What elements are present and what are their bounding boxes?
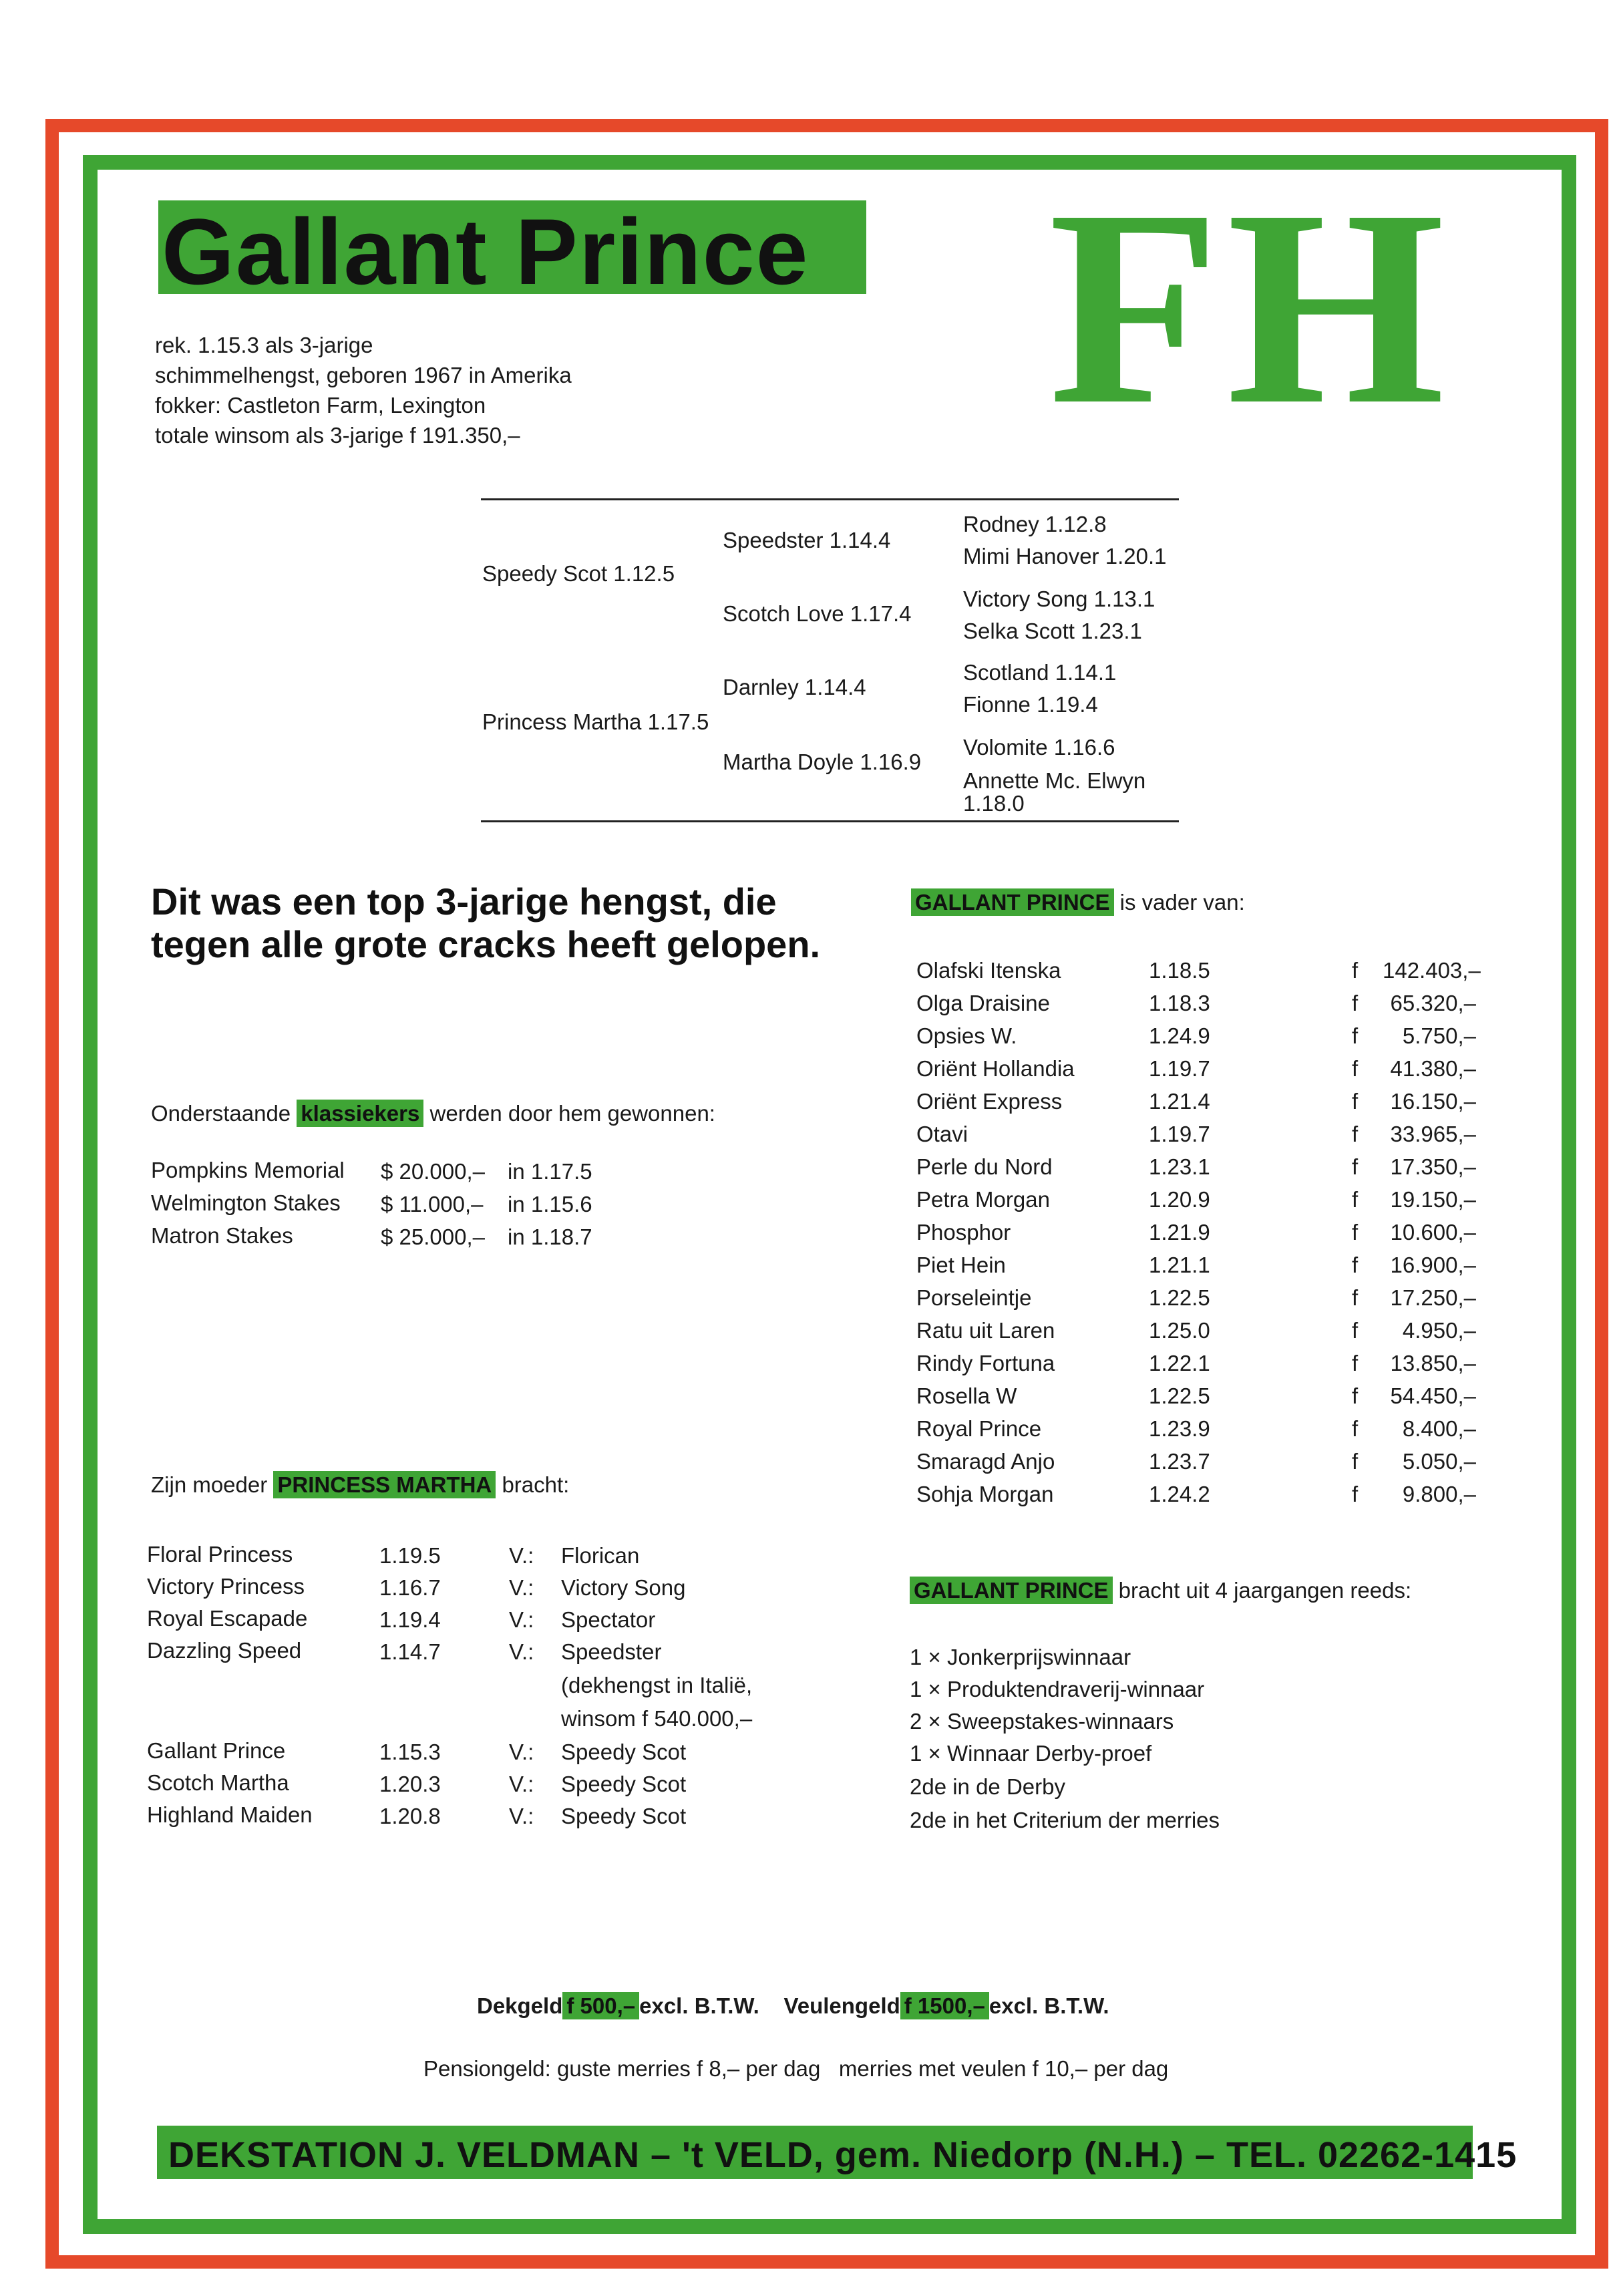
offspring-amount: 54.450,– xyxy=(1390,1383,1476,1408)
offspring-name: Phosphor xyxy=(916,1220,1011,1245)
pedigree-g3: Scotland 1.14.1 xyxy=(963,660,1117,685)
offspring-amount: 9.800,– xyxy=(1402,1482,1476,1506)
mother-foal-v: V.: xyxy=(509,1575,534,1600)
offspring-name: Sohja Morgan xyxy=(916,1482,1054,1506)
classics-time: in 1.18.7 xyxy=(508,1224,592,1249)
mother-intro: Zijn moeder PRINCESS MARTHA bracht: xyxy=(151,1472,570,1497)
headline: Dit was een top 3-jarige hengst, die xyxy=(151,880,777,923)
mother-foal-v: V.: xyxy=(509,1639,534,1664)
results-highlight: GALLANT PRINCE xyxy=(910,1577,1113,1604)
offspring-name: Otavi xyxy=(916,1122,968,1146)
offspring-currency: f xyxy=(1352,1318,1359,1343)
fees-line: Dekgeld f 500,– excl. B.T.W. Veulengeld f 1500,– excl. B.T.W. xyxy=(477,1993,1109,2018)
mother-foal-v: V.: xyxy=(509,1543,534,1568)
offspring-currency: f xyxy=(1352,958,1359,983)
offspring-currency: f xyxy=(1352,1220,1359,1245)
offspring-time: 1.21.1 xyxy=(1149,1253,1210,1277)
result-item: 2 × Sweepstakes-winnaars xyxy=(910,1709,1174,1734)
offspring-amount: 16.150,– xyxy=(1390,1089,1476,1114)
offspring-time: 1.24.9 xyxy=(1149,1023,1210,1048)
mother-foal-sire: Speedy Scot xyxy=(561,1804,687,1828)
offspring-time: 1.22.5 xyxy=(1149,1383,1210,1408)
offspring-name: Petra Morgan xyxy=(916,1187,1050,1212)
classics-race: Welmington Stakes xyxy=(151,1190,341,1215)
classics-time: in 1.17.5 xyxy=(508,1159,592,1184)
offspring-name: Smaragd Anjo xyxy=(916,1449,1055,1474)
offspring-time: 1.24.2 xyxy=(1149,1482,1210,1506)
offspring-amount: 17.250,– xyxy=(1390,1285,1476,1310)
mother-foal-time: 1.15.3 xyxy=(379,1740,441,1764)
offspring-name: Olga Draisine xyxy=(916,991,1050,1015)
offspring-amount: 10.600,– xyxy=(1390,1220,1476,1245)
intro-line: rek. 1.15.3 als 3-jarige xyxy=(155,333,373,357)
offspring-name: Olafski Itenska xyxy=(916,958,1061,983)
offspring-name: Piet Hein xyxy=(916,1253,1006,1277)
mother-foal-time: 1.14.7 xyxy=(379,1639,441,1664)
result-item: 2de in het Criterium der merries xyxy=(910,1808,1220,1832)
offspring-currency: f xyxy=(1352,1122,1359,1146)
classics-amount: $ 25.000,– xyxy=(381,1224,485,1249)
mother-foal-name: Royal Escapade xyxy=(147,1606,308,1631)
pedigree-top-rule xyxy=(481,498,1179,500)
offspring-amount: 5.050,– xyxy=(1402,1449,1476,1474)
mother-foal-sire: Spectator xyxy=(561,1607,656,1632)
result-item: 1 × Jonkerprijswinnaar xyxy=(910,1645,1131,1669)
offspring-time: 1.19.7 xyxy=(1149,1056,1210,1081)
offspring-amount: 41.380,– xyxy=(1390,1056,1476,1081)
offspring-time: 1.18.3 xyxy=(1149,991,1210,1015)
offspring-currency: f xyxy=(1352,1383,1359,1408)
offspring-name: Royal Prince xyxy=(916,1416,1042,1441)
pedigree-g3: Volomite 1.16.6 xyxy=(963,735,1115,760)
offspring-amount: 4.950,– xyxy=(1402,1318,1476,1343)
offspring-name: Porseleintje xyxy=(916,1285,1032,1310)
intro-line: schimmelhengst, geboren 1967 in Amerika xyxy=(155,363,572,387)
mother-foal-time: 1.20.3 xyxy=(379,1772,441,1796)
offspring-amount: 8.400,– xyxy=(1402,1416,1476,1441)
dek-amount: f 500,– xyxy=(562,1992,639,2019)
mother-foal-time: 1.16.7 xyxy=(379,1575,441,1600)
offspring-name: Perle du Nord xyxy=(916,1154,1053,1179)
mother-foal-sire: Speedster xyxy=(561,1639,662,1664)
mother-highlight: PRINCESS MARTHA xyxy=(273,1471,496,1498)
offspring-currency: f xyxy=(1352,1416,1359,1441)
offspring-currency: f xyxy=(1352,1482,1359,1506)
pedigree-sire: Speedy Scot 1.12.5 xyxy=(482,561,675,586)
offspring-time: 1.23.9 xyxy=(1149,1416,1210,1441)
mother-note: winsom f 540.000,– xyxy=(561,1706,753,1731)
mother-foal-time: 1.19.5 xyxy=(379,1543,441,1568)
pedigree-g3: Fionne 1.19.4 xyxy=(963,692,1098,717)
offspring-time: 1.25.0 xyxy=(1149,1318,1210,1343)
offspring-currency: f xyxy=(1352,1056,1359,1081)
offspring-currency: f xyxy=(1352,1449,1359,1474)
mother-foal-v: V.: xyxy=(509,1740,534,1764)
footer-address: DEKSTATION J. VELDMAN – 't VELD, gem. Niedorp (N.H.) – TEL. 02262-1415 xyxy=(168,2135,1517,2175)
offspring-name: Rindy Fortuna xyxy=(916,1351,1055,1375)
classics-amount: $ 11.000,– xyxy=(381,1192,484,1216)
offspring-amount: 17.350,– xyxy=(1390,1154,1476,1179)
mother-foal-time: 1.19.4 xyxy=(379,1607,441,1632)
mother-foal-sire: Speedy Scot xyxy=(561,1772,687,1796)
offspring-amount: 65.320,– xyxy=(1390,991,1476,1015)
fh-logo: FH xyxy=(1049,152,1452,462)
classics-intro: Onderstaande klassiekers werden door hem gewonnen: xyxy=(151,1101,715,1126)
mother-foal-v: V.: xyxy=(509,1607,534,1632)
pedigree-g3: Annette Mc. Elwyn xyxy=(963,768,1146,793)
offspring-name: Oriënt Express xyxy=(916,1089,1063,1114)
offspring-currency: f xyxy=(1352,991,1359,1015)
classics-race: Pompkins Memorial xyxy=(151,1158,345,1182)
offspring-time: 1.22.1 xyxy=(1149,1351,1210,1375)
offspring-name: Ratu uit Laren xyxy=(916,1318,1055,1343)
classics-highlight: klassiekers xyxy=(297,1100,423,1127)
mother-foal-sire: Florican xyxy=(561,1543,640,1568)
mother-foal-v: V.: xyxy=(509,1772,534,1796)
result-item: 1 × Winnaar Derby-proef xyxy=(910,1741,1152,1766)
offspring-name: Rosella W xyxy=(916,1383,1017,1408)
pedigree-g2: Scotch Love 1.17.4 xyxy=(723,601,912,626)
classics-time: in 1.15.6 xyxy=(508,1192,592,1216)
pedigree-g3: Mimi Hanover 1.20.1 xyxy=(963,544,1167,568)
pedigree-g3: 1.18.0 xyxy=(963,791,1025,816)
pedigree-dam: Princess Martha 1.17.5 xyxy=(482,709,709,734)
pedigree-g2: Darnley 1.14.4 xyxy=(723,675,866,699)
mother-foal-time: 1.20.8 xyxy=(379,1804,441,1828)
pedigree-g2: Martha Doyle 1.16.9 xyxy=(723,750,922,774)
offspring-amount: 33.965,– xyxy=(1390,1122,1476,1146)
offspring-intro: GALLANT PRINCE is vader van: xyxy=(911,891,1245,913)
classics-amount: $ 20.000,– xyxy=(381,1159,485,1184)
offspring-currency: f xyxy=(1352,1023,1359,1048)
headline: tegen alle grote cracks heeft gelopen. xyxy=(151,923,821,965)
mother-foal-sire: Victory Song xyxy=(561,1575,686,1600)
offspring-currency: f xyxy=(1352,1154,1359,1179)
offspring-highlight: GALLANT PRINCE xyxy=(911,888,1114,916)
mother-foal-name: Victory Princess xyxy=(147,1574,305,1599)
result-item: 1 × Produktendraverij-winnaar xyxy=(910,1677,1205,1701)
mother-note: (dekhengst in Italië, xyxy=(561,1673,753,1697)
pedigree-g3: Victory Song 1.13.1 xyxy=(963,587,1155,611)
offspring-time: 1.19.7 xyxy=(1149,1122,1210,1146)
offspring-amount: 19.150,– xyxy=(1390,1187,1476,1212)
offspring-amount: 13.850,– xyxy=(1390,1351,1476,1375)
offspring-currency: f xyxy=(1352,1187,1359,1212)
page-title: Gallant Prince xyxy=(162,199,810,304)
intro-line: totale winsom als 3-jarige f 191.350,– xyxy=(155,423,520,448)
results-intro: GALLANT PRINCE bracht uit 4 jaargangen reeds: xyxy=(910,1579,1411,1601)
offspring-amount: 16.900,– xyxy=(1390,1253,1476,1277)
veulen-amount: f 1500,– xyxy=(900,1992,989,2019)
offspring-currency: f xyxy=(1352,1089,1359,1114)
classics-race: Matron Stakes xyxy=(151,1223,293,1248)
result-item: 2de in de Derby xyxy=(910,1774,1065,1799)
offspring-time: 1.23.7 xyxy=(1149,1449,1210,1474)
pedigree-g2: Speedster 1.14.4 xyxy=(723,528,891,552)
mother-foal-sire: Speedy Scot xyxy=(561,1740,687,1764)
mother-foal-name: Floral Princess xyxy=(147,1542,293,1567)
offspring-time: 1.21.9 xyxy=(1149,1220,1210,1245)
mother-foal-name: Highland Maiden xyxy=(147,1802,313,1827)
offspring-time: 1.20.9 xyxy=(1149,1187,1210,1212)
pedigree-g3: Selka Scott 1.23.1 xyxy=(963,619,1142,643)
pedigree-g3: Rodney 1.12.8 xyxy=(963,512,1107,536)
offspring-name: Oriënt Hollandia xyxy=(916,1056,1075,1081)
mother-foal-name: Scotch Martha xyxy=(147,1770,289,1795)
offspring-amount: 142.403,– xyxy=(1383,958,1481,983)
offspring-currency: f xyxy=(1352,1351,1359,1375)
mother-foal-name: Dazzling Speed xyxy=(147,1638,302,1663)
offspring-name: Opsies W. xyxy=(916,1023,1017,1048)
offspring-amount: 5.750,– xyxy=(1402,1023,1476,1048)
offspring-currency: f xyxy=(1352,1253,1359,1277)
offspring-currency: f xyxy=(1352,1285,1359,1310)
offspring-time: 1.18.5 xyxy=(1149,958,1210,983)
pension-line: Pensiongeld: guste merries f 8,– per dag merries met veulen f 10,– per dag xyxy=(423,2056,1169,2081)
intro-line: fokker: Castleton Farm, Lexington xyxy=(155,393,486,418)
pedigree-bottom-rule xyxy=(481,820,1179,822)
offspring-time: 1.23.1 xyxy=(1149,1154,1210,1179)
offspring-time: 1.22.5 xyxy=(1149,1285,1210,1310)
mother-foal-name: Gallant Prince xyxy=(147,1738,286,1763)
mother-foal-v: V.: xyxy=(509,1804,534,1828)
offspring-time: 1.21.4 xyxy=(1149,1089,1210,1114)
